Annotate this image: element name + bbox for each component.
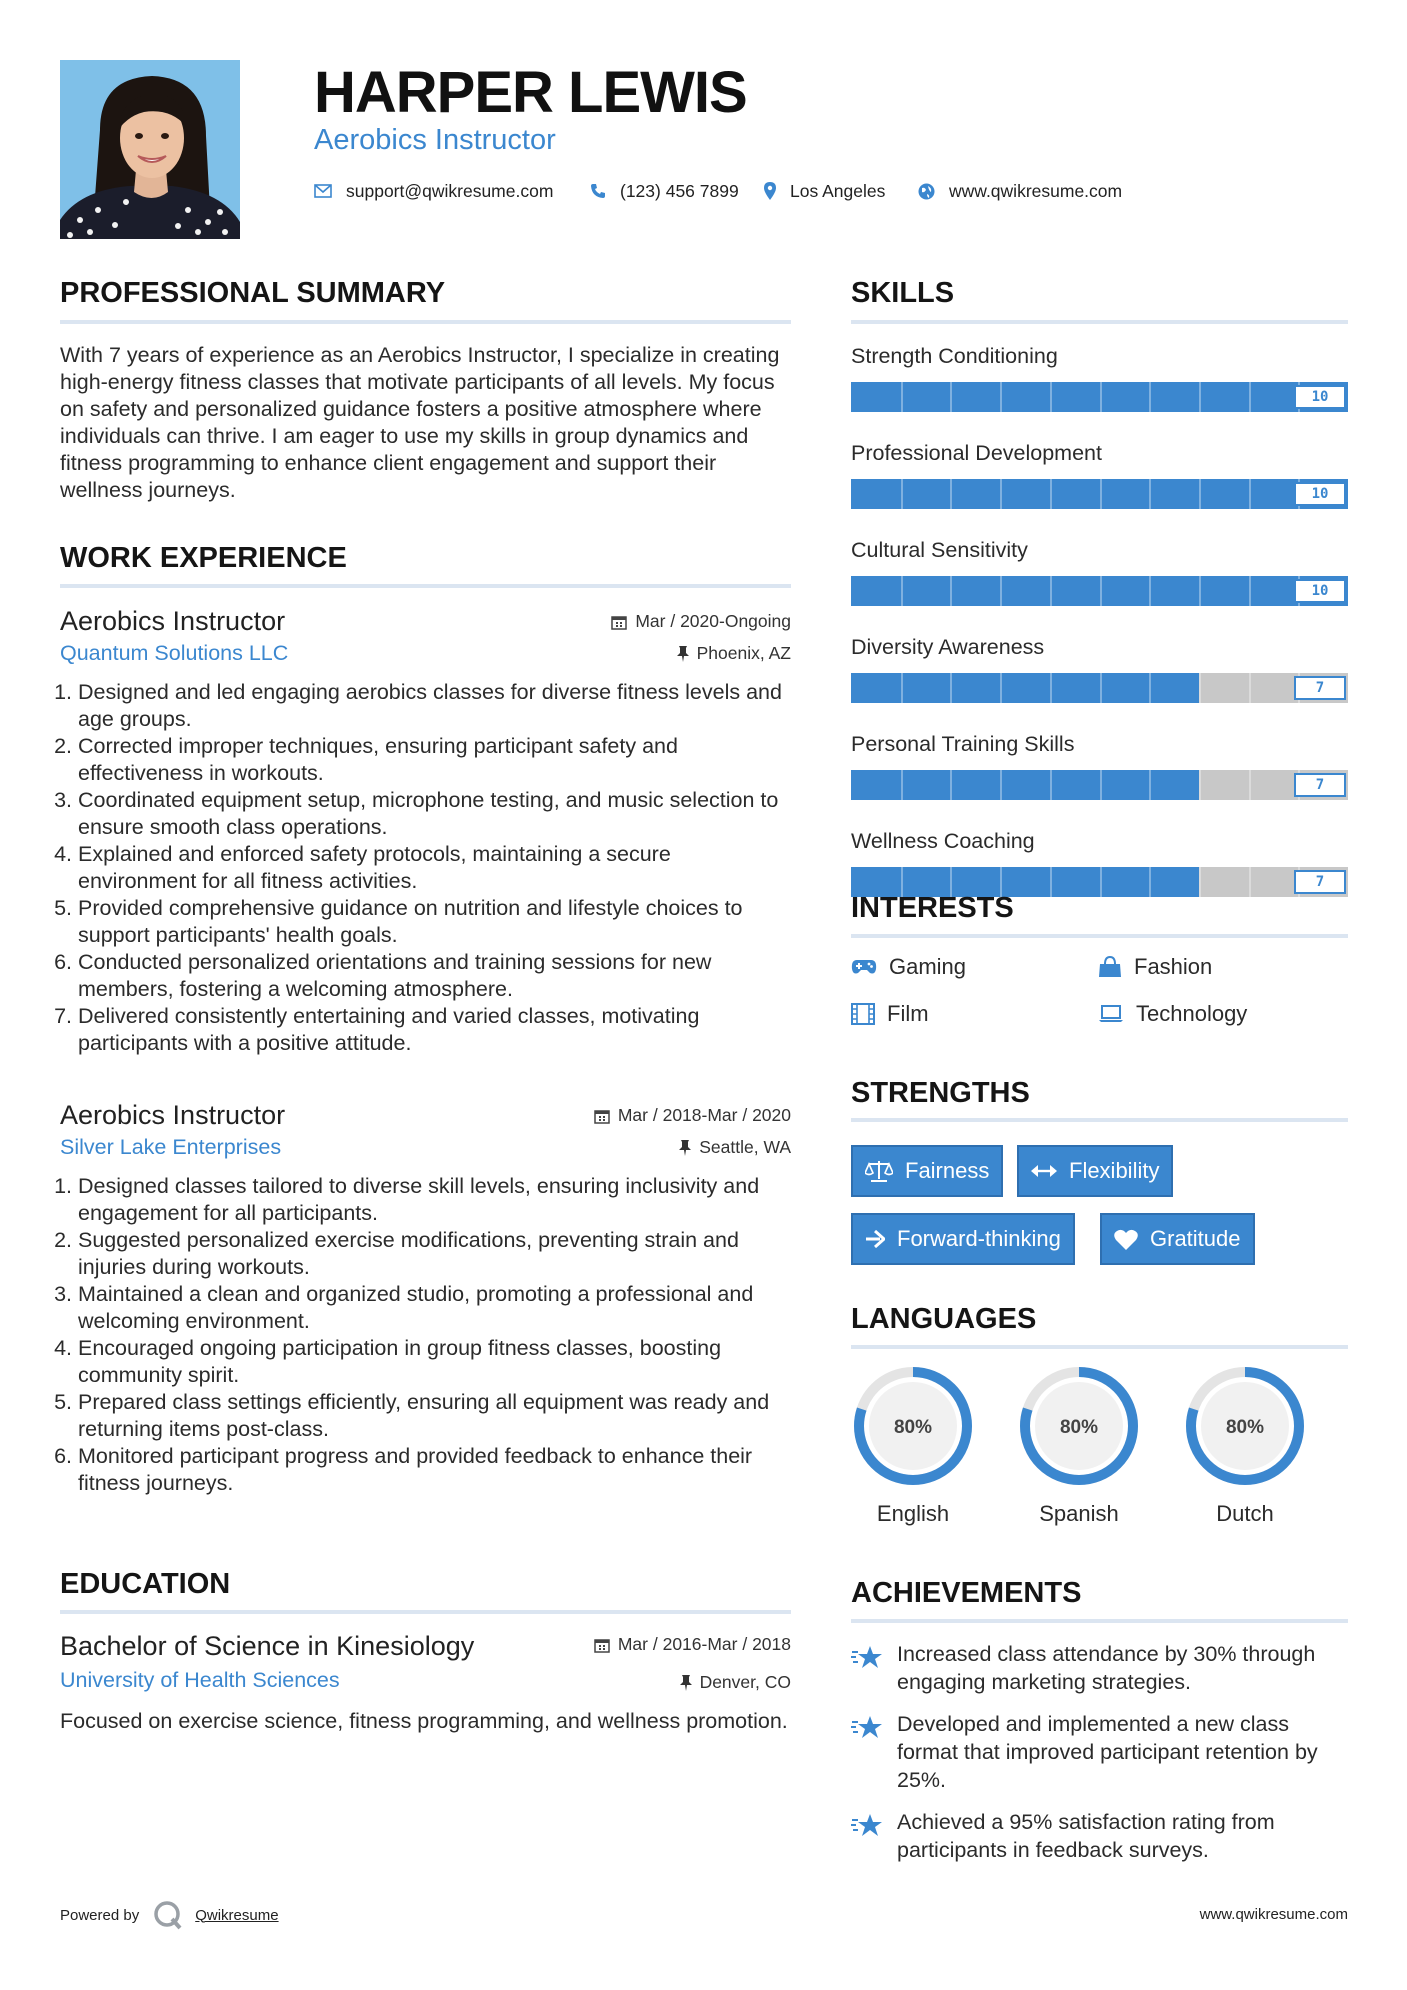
list-item: 3. Coordinated equipment setup, microphone testing, and music selection to ensure smooth class operations.: [78, 787, 791, 841]
skills-divider: [851, 320, 1348, 324]
list-item: 4. Explained and enforced safety protocols, maintaining a secure environment for all fitness activities.: [78, 841, 791, 895]
interests-heading: INTERESTS: [851, 892, 1014, 924]
achievement-item: Increased class attendance by 30% through engaging marketing strategies.: [851, 1640, 1348, 1696]
skill-item: [851, 342, 1348, 412]
interests-divider: [851, 934, 1348, 938]
contact-email[interactable]: [314, 176, 553, 206]
film-icon: [851, 1003, 875, 1025]
skill-bar-segment: [1149, 576, 1151, 606]
shopping-bag-icon: [1098, 956, 1122, 978]
brand-link[interactable]: Qwikresume: [195, 1906, 279, 1924]
job-entry: [60, 1099, 791, 1497]
skill-bar-segment: [1199, 576, 1201, 606]
skill-bar-segment: [950, 479, 952, 509]
skill-bar-segment: [1149, 673, 1151, 703]
job-dates: Mar / 2020-Ongoing: [611, 611, 791, 632]
language-name: Spanish: [1039, 1501, 1119, 1526]
skill-bar-segment: [950, 770, 952, 800]
strength-chip: Gratitude: [1100, 1213, 1255, 1265]
skill-bar: [851, 770, 1348, 800]
achievements-heading: ACHIEVEMENTS: [851, 1577, 1082, 1609]
skill-bar-segment: [1050, 576, 1052, 606]
interest-item: Film: [851, 1001, 929, 1027]
skill-name: Professional Development: [851, 441, 1102, 465]
job-dates: Mar / 2018-Mar / 2020: [594, 1105, 791, 1126]
star-badge-icon: [851, 1812, 883, 1840]
skill-bar-segment: [1100, 770, 1102, 800]
list-item: 1. Designed and led engaging aerobics classes for diverse fitness levels and age groups.: [78, 679, 791, 733]
language-ring: [851, 1364, 975, 1488]
contact-website[interactable]: [918, 176, 1122, 206]
skill-bar-segment: [1000, 479, 1002, 509]
skill-bar-segment: [1000, 673, 1002, 703]
education-location: Denver, CO: [680, 1672, 791, 1693]
skill-bar-segment: [1149, 479, 1151, 509]
job-duties: [60, 1173, 791, 1497]
skill-bar-segment: [1100, 673, 1102, 703]
skill-item: [851, 536, 1348, 606]
interest-item: Fashion: [1098, 954, 1212, 980]
footer-website[interactable]: www.qwikresume.com: [1199, 1906, 1348, 1923]
skill-bar-segment: [1199, 770, 1201, 800]
education-entry: [60, 1630, 791, 1735]
skill-bar: [851, 479, 1348, 509]
skill-bar-segment: [950, 576, 952, 606]
strength-chip: Fairness: [851, 1145, 1003, 1197]
experience-divider: [60, 584, 791, 588]
list-item: 5. Provided comprehensive guidance on nutrition and lifestyle choices to support participants' health goals.: [78, 895, 791, 949]
qwikresume-logo-icon: [153, 1900, 183, 1930]
candidate-role: Aerobics Instructor: [314, 124, 556, 156]
job-entry: [60, 605, 791, 1057]
website-text: www.qwikresume.com: [949, 180, 1123, 201]
summary-divider: [60, 320, 791, 324]
language-percent: 80%: [1225, 1417, 1265, 1438]
list-item: 2. Corrected improper techniques, ensuring participant safety and effectiveness in workouts.: [78, 733, 791, 787]
skill-bar-segment: [1000, 576, 1002, 606]
skill-name: Personal Training Skills: [851, 732, 1075, 756]
skill-bar-segment: [901, 770, 903, 800]
skill-bar-segment: [901, 673, 903, 703]
contact-phone[interactable]: [590, 176, 739, 206]
list-item: 4. Encouraged ongoing participation in group fitness classes, boosting community spirit.: [78, 1335, 791, 1389]
skill-bar-segment: [1249, 382, 1251, 412]
interests-grid: [851, 954, 1348, 1034]
skill-bar-segment: [1100, 576, 1102, 606]
skill-item: [851, 730, 1348, 800]
skill-bar-segment: [1249, 576, 1251, 606]
education-dates: Mar / 2016-Mar / 2018: [594, 1634, 791, 1655]
job-duties: [60, 679, 791, 1057]
skill-bar-segment: [1050, 479, 1052, 509]
strengths-divider: [851, 1118, 1348, 1122]
skill-bar-segment: [1249, 770, 1251, 800]
job-title: Aerobics Instructor: [60, 1100, 286, 1130]
degree-title: Bachelor of Science in Kinesiology: [60, 1631, 475, 1661]
languages-heading: LANGUAGES: [851, 1303, 1037, 1335]
interest-item: Technology: [1098, 1001, 1247, 1027]
skill-item: [851, 633, 1348, 703]
job-title: Aerobics Instructor: [60, 606, 286, 636]
list-item: 6. Conducted personalized orientations and training sessions for new members, fostering a welcoming atmosphere.: [78, 949, 791, 1003]
skill-bar-fill: [851, 770, 1199, 800]
skill-bar-segment: [901, 576, 903, 606]
list-item: 6. Monitored participant progress and provided feedback to enhance their fitness journeys.: [78, 1443, 791, 1497]
interest-item: Gaming: [851, 954, 966, 980]
language-name: Dutch: [1216, 1501, 1274, 1526]
skill-score: 10: [1294, 385, 1346, 409]
school-name: University of Health Sciences: [60, 1668, 340, 1692]
skill-bar-segment: [1100, 479, 1102, 509]
summary-text: With 7 years of experience as an Aerobics Instructor, I specialize in creating high-energy fitness classes that motivate participants of all levels. My focus on safety and personalized guidance fosters a positive atmosphere where individuals can thrive. I am eager to use my skills in group dynamics and fitness programming to enhance client engagement and support their wellness journeys.: [60, 343, 780, 502]
laptop-icon: [1098, 1005, 1124, 1023]
strengths-heading: STRENGTHS: [851, 1077, 1030, 1109]
skill-bar-segment: [901, 479, 903, 509]
skill-bar-segment: [950, 673, 952, 703]
phone-text: (123) 456 7899: [620, 180, 739, 201]
skill-score: 7: [1294, 870, 1346, 894]
skill-score: 10: [1294, 482, 1346, 506]
list-item: 7. Delivered consistently entertaining and varied classes, motivating participants with a positive attitude.: [78, 1003, 791, 1057]
arrows-horizontal-icon: [1031, 1164, 1057, 1178]
calendar-icon: [594, 1108, 610, 1124]
achievement-item: Developed and implemented a new class format that improved participant retention by 25%.: [851, 1710, 1348, 1794]
list-item: 1. Designed classes tailored to diverse skill levels, ensuring inclusivity and engagement for all participants.: [78, 1173, 791, 1227]
skill-score: 7: [1294, 676, 1346, 700]
star-badge-icon: [851, 1644, 883, 1672]
language-percent: 80%: [893, 1417, 933, 1438]
skill-bar-segment: [1050, 382, 1052, 412]
envelope-icon: [314, 184, 332, 198]
pushpin-icon: [679, 1140, 691, 1156]
language-ring: [1183, 1364, 1307, 1488]
language-ring: [1017, 1364, 1141, 1488]
achievements-divider: [851, 1619, 1348, 1623]
strength-chip: Flexibility: [1017, 1145, 1173, 1197]
experience-heading: WORK EXPERIENCE: [60, 542, 347, 574]
list-item: 5. Prepared class settings efficiently, ensuring all equipment was ready and returning items post-class.: [78, 1389, 791, 1443]
pushpin-icon: [677, 646, 689, 662]
skill-bar: [851, 576, 1348, 606]
skill-bar-segment: [1249, 673, 1251, 703]
skill-bar-segment: [1000, 382, 1002, 412]
balance-scale-icon: [865, 1160, 893, 1182]
skill-bar-segment: [1100, 382, 1102, 412]
skill-bar-segment: [901, 382, 903, 412]
education-heading: EDUCATION: [60, 1568, 231, 1600]
candidate-name: HARPER LEWIS: [314, 60, 747, 125]
skill-bar: [851, 673, 1348, 703]
job-company: Silver Lake Enterprises: [60, 1135, 282, 1159]
calendar-icon: [594, 1637, 610, 1653]
list-item: 3. Maintained a clean and organized studio, promoting a professional and welcoming environment.: [78, 1281, 791, 1335]
star-badge-icon: [851, 1714, 883, 1742]
contact-location: [764, 176, 885, 206]
language-item: [1183, 1364, 1307, 1527]
skills-heading: SKILLS: [851, 277, 955, 309]
education-description: Focused on exercise science, fitness programming, and wellness promotion.: [60, 1709, 788, 1733]
skill-bar-segment: [1000, 770, 1002, 800]
skill-bar-segment: [1050, 673, 1052, 703]
skills-list: [851, 342, 1348, 897]
arrow-right-icon: [865, 1230, 885, 1248]
skill-bar-segment: [1149, 382, 1151, 412]
summary-heading: PROFESSIONAL SUMMARY: [60, 277, 446, 309]
skill-name: Cultural Sensitivity: [851, 538, 1028, 562]
skill-name: Wellness Coaching: [851, 829, 1035, 853]
phone-icon: [590, 183, 606, 199]
email-text: support@qwikresume.com: [346, 180, 554, 201]
skill-bar-fill: [851, 673, 1199, 703]
footer-powered-by: [60, 1900, 279, 1930]
skill-score: 7: [1294, 773, 1346, 797]
heart-icon: [1114, 1229, 1138, 1250]
education-divider: [60, 1610, 791, 1614]
profile-photo: [60, 60, 240, 239]
skill-bar-segment: [1050, 770, 1052, 800]
language-percent: 80%: [1059, 1417, 1099, 1438]
pushpin-icon: [680, 1675, 692, 1691]
calendar-icon: [611, 614, 627, 630]
globe-icon: [918, 183, 935, 200]
map-marker-icon: [764, 182, 776, 200]
achievements-list: [851, 1640, 1348, 1864]
strength-chip: Forward-thinking: [851, 1213, 1075, 1265]
skill-score: 10: [1294, 579, 1346, 603]
skill-bar-segment: [950, 382, 952, 412]
skill-bar-segment: [1199, 479, 1201, 509]
skill-bar-segment: [1199, 382, 1201, 412]
skill-bar-segment: [1199, 673, 1201, 703]
skill-name: Diversity Awareness: [851, 635, 1045, 659]
powered-by-text: Powered by: [60, 1906, 140, 1924]
location-text: Los Angeles: [790, 180, 886, 201]
skill-item: [851, 439, 1348, 509]
gamepad-icon: [851, 959, 877, 975]
skill-name: Strength Conditioning: [851, 344, 1058, 368]
job-location: Seattle, WA: [679, 1137, 791, 1158]
skill-bar-segment: [1149, 770, 1151, 800]
job-company: Quantum Solutions LLC: [60, 641, 289, 665]
language-name: English: [876, 1501, 950, 1526]
achievement-item: Achieved a 95% satisfaction rating from participants in feedback surveys.: [851, 1808, 1348, 1864]
skill-bar: [851, 382, 1348, 412]
skill-item: [851, 827, 1348, 897]
language-item: [1017, 1364, 1141, 1527]
list-item: 2. Suggested personalized exercise modifications, preventing strain and injuries during workouts.: [78, 1227, 791, 1281]
languages-divider: [851, 1345, 1348, 1349]
job-location: Phoenix, AZ: [677, 643, 791, 664]
language-item: [851, 1364, 975, 1527]
skill-bar-segment: [1249, 479, 1251, 509]
